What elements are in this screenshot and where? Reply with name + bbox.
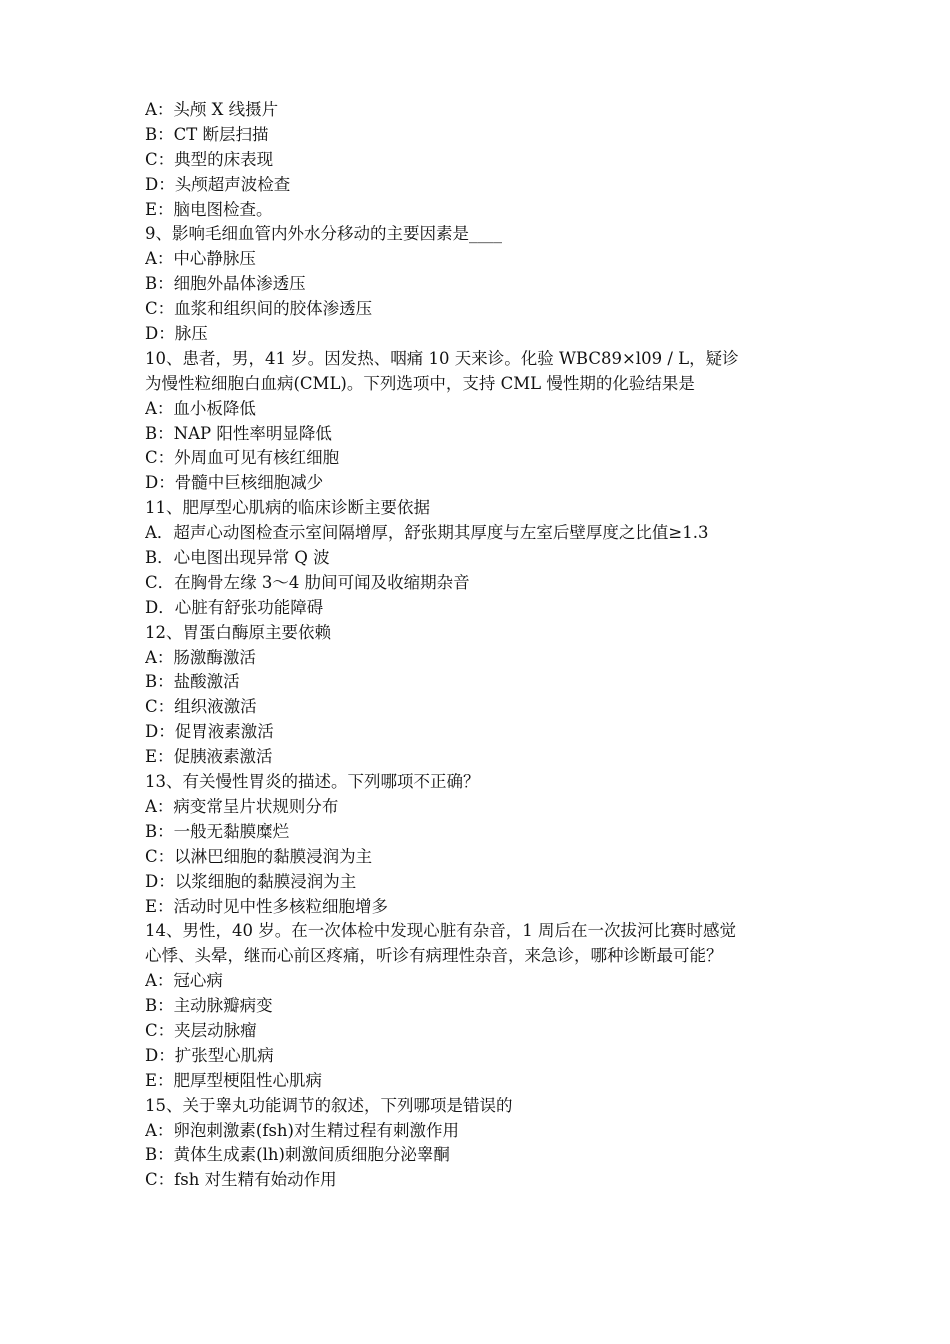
question-line: 14、男性，40 岁。在一次体检中发现心脏有杂音，1 周后在一次拔河比赛时感觉 xyxy=(145,921,736,941)
text-line: D：扩张型心肌病 xyxy=(145,1045,274,1065)
text-line: D．心脏有舒张功能障碍 xyxy=(145,597,324,617)
text-line: B：CT 断层扫描 xyxy=(145,124,269,144)
text-line: D：促胃液素激活 xyxy=(145,722,274,742)
text-line: C．在胸骨左缘 3～4 肋间可闻及收缩期杂音 xyxy=(145,572,470,592)
text-line: C：夹层动脉瘤 xyxy=(145,1020,257,1040)
text-line: D：脉压 xyxy=(145,324,208,344)
text-line: A：卵泡刺激素(fsh)对生精过程有刺激作用 xyxy=(145,1120,459,1140)
text-line: A：病变常呈片状规则分布 xyxy=(145,796,339,816)
text-line: B：NAP 阳性率明显降低 xyxy=(145,423,332,443)
text-line: D：以浆细胞的黏膜浸润为主 xyxy=(145,871,357,891)
text-line: C：fsh 对生精有始动作用 xyxy=(145,1170,337,1190)
text-line: D：头颅超声波检查 xyxy=(145,174,291,194)
text-line: A：血小板降低 xyxy=(145,398,256,418)
question-line: 心悸、头晕，继而心前区疼痛，听诊有病理性杂音，来急诊，哪种诊断最可能？ xyxy=(145,946,723,966)
text-line: A．超声心动图检查示室间隔增厚，舒张期其厚度与左室后壁厚度之比值≥1.3 xyxy=(145,523,709,543)
text-line: A：中心静脉压 xyxy=(145,249,256,269)
question-line: 15、关于睾丸功能调节的叙述，下列哪项是错误的 xyxy=(145,1095,513,1115)
text-line: A：冠心病 xyxy=(145,971,223,991)
text-line: C：组织液激活 xyxy=(145,697,257,717)
question-line: 为慢性粒细胞白血病(CML)。下列选项中，支持 CML 慢性期的化验结果是 xyxy=(145,373,695,393)
text-line: D：骨髓中巨核细胞减少 xyxy=(145,473,324,493)
text-line: C：外周血可见有核红细胞 xyxy=(145,448,340,468)
question-line: 12、胃蛋白酶原主要依赖 xyxy=(145,622,331,642)
text-line: B：黄体生成素(lh)刺激间质细胞分泌睾酮 xyxy=(145,1145,450,1165)
text-line: B：盐酸激活 xyxy=(145,672,240,692)
text-line: E：促胰液素激活 xyxy=(145,747,273,767)
text-line: E：活动时见中性多核粒细胞增多 xyxy=(145,896,389,916)
text-line: B：一般无黏膜糜烂 xyxy=(145,821,290,841)
question-line: 10、患者，男，41 岁。因发热、咽痛 10 天来诊。化验 WBC89×l09 / L，疑诊 xyxy=(145,348,739,368)
text-line: C：典型的床表现 xyxy=(145,149,274,169)
question-line: 13、有关慢性胃炎的描述。下列哪项不正确？ xyxy=(145,772,480,792)
text-line: C：血浆和组织间的胶体渗透压 xyxy=(145,299,373,319)
text-line: B：细胞外晶体渗透压 xyxy=(145,274,306,294)
text-body xyxy=(145,98,810,1193)
question-line: 9、影响毛细血管内外水分移动的主要因素是____ xyxy=(145,224,502,244)
question-line: 11、肥厚型心肌病的临床诊断主要依据 xyxy=(145,498,430,518)
text-line: E：肥厚型梗阻性心肌病 xyxy=(145,1070,323,1090)
text-line: B：主动脉瓣病变 xyxy=(145,996,273,1016)
text-line: A：头颅 X 线摄片 xyxy=(145,100,279,119)
text-line: E：脑电图检查。 xyxy=(145,199,273,219)
text-line: C：以淋巴细胞的黏膜浸润为主 xyxy=(145,846,373,866)
text-line: A：肠激酶激活 xyxy=(145,647,256,667)
text-line: B．心电图出现异常 Q 波 xyxy=(145,548,330,568)
